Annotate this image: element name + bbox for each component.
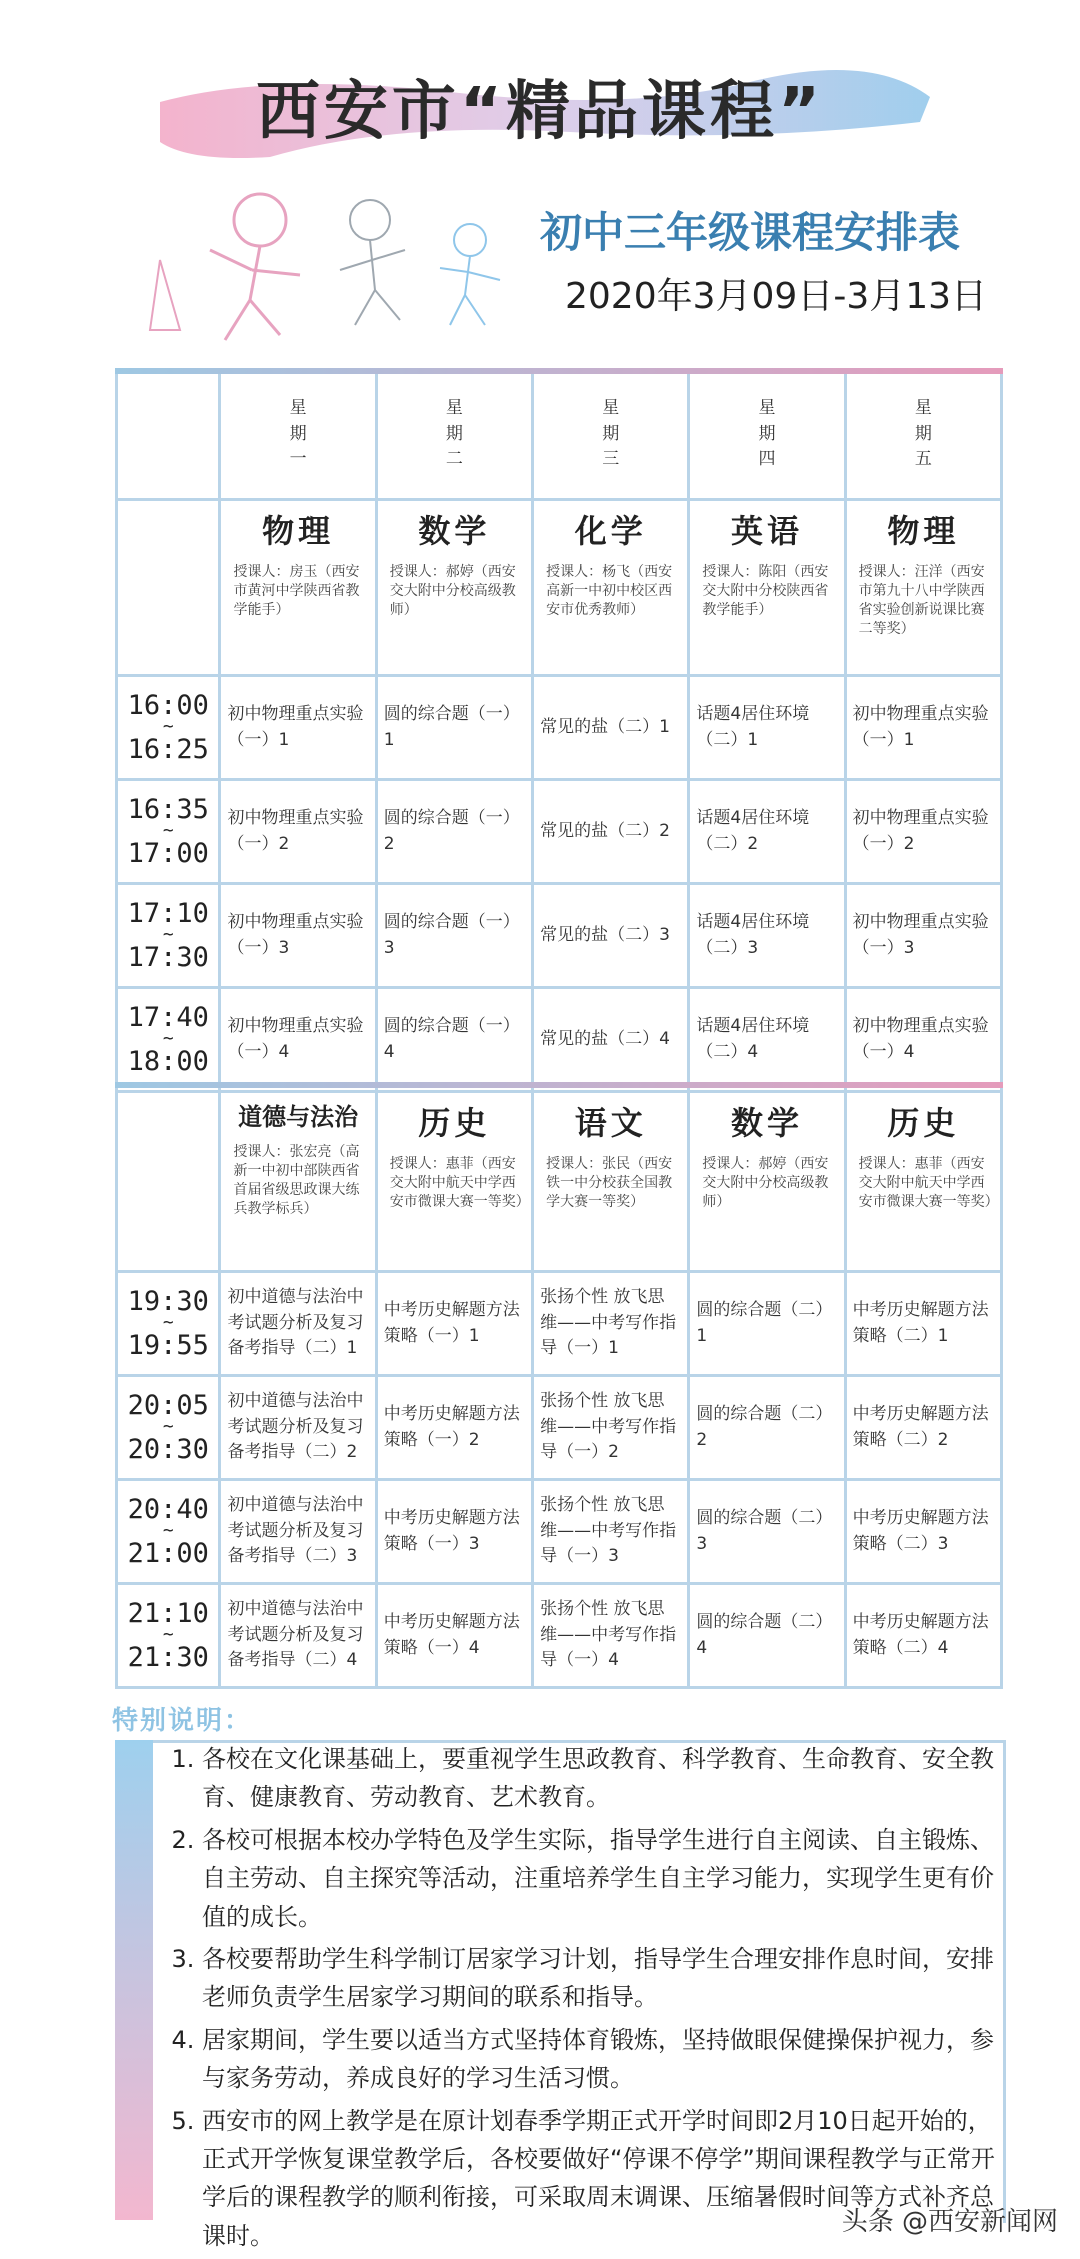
day-label: 星 期 二	[445, 398, 463, 470]
time-cell	[117, 676, 220, 780]
day-label: 星 期 四	[758, 398, 776, 470]
end-time: 16:25	[127, 733, 209, 765]
day-header	[689, 370, 845, 500]
time-cell	[117, 1272, 220, 1376]
subject-cell	[376, 500, 532, 676]
lesson-cell: 初中物理重点实验（一）3	[845, 884, 1001, 988]
lesson-cell: 圆的综合题（一）3	[376, 884, 532, 988]
subject-name: 英语	[731, 512, 804, 550]
table-top-border	[115, 368, 1003, 374]
teacher-info: 授课人：惠菲（西安交大附中航天中学西安市微课大赛一等奖）	[389, 1156, 530, 1210]
end-time: 20:30	[127, 1433, 209, 1465]
lesson-cell: 圆的综合题（二）3	[689, 1480, 845, 1584]
lesson-cell: 圆的综合题（一）2	[376, 780, 532, 884]
subject-row	[117, 500, 1002, 676]
note-item: 5. 西安市的网上教学是在原计划春季学期正式开学时间即2月10日起开始的，正式开学恢复课堂教学后，各校要做好“停课不停学”期间课程教学与正常开学后的课程教学的顺利衔接，可采取周末调课、压缩暑假时间等方式补齐总课时。	[202, 2102, 1000, 2256]
lesson-cell: 中考历史解题方法策略（二）1	[845, 1272, 1001, 1376]
lesson-cell: 张扬个性 放飞思维——中考写作指导（一）2	[533, 1376, 689, 1480]
subject-name: 道德与法治	[238, 1103, 359, 1131]
time-empty-cell	[117, 1092, 220, 1272]
time-cell	[117, 1584, 220, 1688]
subject-row	[117, 1092, 1002, 1272]
teacher-info: 授课人：杨飞（西安高新一中初中校区西安市优秀教师）	[546, 564, 673, 618]
lesson-cell: 中考历史解题方法策略（二）2	[845, 1376, 1001, 1480]
time-tilde: ~	[162, 716, 174, 738]
time-cell	[117, 988, 220, 1092]
day-label: 星 期 五	[914, 398, 932, 470]
lesson-cell: 张扬个性 放飞思维——中考写作指导（一）1	[533, 1272, 689, 1376]
subject-cell	[533, 500, 689, 676]
subject-cell	[220, 500, 376, 676]
start-time: 17:40	[127, 1001, 209, 1033]
end-time: 17:00	[127, 837, 209, 869]
time-tilde: ~	[162, 1520, 174, 1542]
note-item: 4. 居家期间，学生要以适当方式坚持体育锻炼，坚持做眼保健操保护视力，参与家务劳动，养成良好的学习生活习惯。	[202, 2021, 1000, 2098]
lesson-cell: 初中物理重点实验（一）2	[845, 780, 1001, 884]
source-watermark: 头条 @西安新闻网	[841, 2207, 1058, 2237]
notes-side-bar	[115, 1740, 153, 2220]
time-tilde: ~	[162, 1624, 174, 1646]
note-item: 1. 各校在文化课基础上，要重视学生思政教育、科学教育、生命教育、安全教育、健康教育、劳动教育、艺术教育。	[202, 1740, 1000, 1817]
start-time: 20:05	[127, 1389, 209, 1421]
end-time: 17:30	[127, 941, 209, 973]
lesson-cell: 中考历史解题方法策略（一）2	[376, 1376, 532, 1480]
lesson-cell: 初中道德与法治中考试题分析及复习备考指导（二）2	[220, 1376, 376, 1480]
time-slot-row	[117, 1584, 1002, 1688]
teacher-info: 授课人：房玉（西安市黄河中学陕西省教学能手）	[233, 564, 360, 618]
lesson-cell: 中考历史解题方法策略（一）3	[376, 1480, 532, 1584]
teacher-info: 授课人：郝婷（西安交大附中分校高级教师）	[702, 1156, 829, 1210]
date-range: 2020年3月09日-3月13日	[565, 276, 988, 317]
day-header	[845, 370, 1001, 500]
notes-section	[170, 1740, 1000, 2259]
lesson-cell: 话题4居住环境（二）4	[689, 988, 845, 1092]
time-cell	[117, 780, 220, 884]
time-tilde: ~	[162, 820, 174, 842]
time-slot-row	[117, 676, 1002, 780]
lesson-cell: 话题4居住环境（二）1	[689, 676, 845, 780]
notes-list	[170, 1740, 1000, 2255]
day-header	[376, 370, 532, 500]
schedule-table	[115, 368, 1003, 1689]
lesson-cell: 圆的综合题（二）2	[689, 1376, 845, 1480]
subject-name: 语文	[574, 1104, 647, 1142]
time-slot-row	[117, 1480, 1002, 1584]
notes-title: 特别说明：	[112, 1706, 253, 1736]
lesson-cell: 常见的盐（二）3	[533, 884, 689, 988]
lesson-cell: 初中物理重点实验（一）4	[220, 988, 376, 1092]
subject-cell	[845, 1092, 1001, 1272]
section-divider	[115, 1082, 1003, 1088]
subject-name: 数学	[418, 512, 491, 550]
start-time: 16:35	[127, 793, 209, 825]
lesson-cell: 初中物理重点实验（一）1	[220, 676, 376, 780]
subject-cell	[376, 1092, 532, 1272]
time-slot-row	[117, 988, 1002, 1092]
lesson-cell: 初中道德与法治中考试题分析及复习备考指导（二）4	[220, 1584, 376, 1688]
start-time: 16:00	[127, 689, 209, 721]
page-title: 西安市“精品课程”	[255, 75, 825, 149]
start-time: 20:40	[127, 1493, 209, 1525]
lesson-cell: 常见的盐（二）1	[533, 676, 689, 780]
schedule-table-wrapper	[115, 368, 1003, 1683]
day-label: 星 期 一	[289, 398, 307, 470]
end-time: 21:00	[127, 1537, 209, 1569]
lesson-cell: 张扬个性 放飞思维——中考写作指导（一）3	[533, 1480, 689, 1584]
lesson-cell: 圆的综合题（一）1	[376, 676, 532, 780]
start-time: 21:10	[127, 1597, 209, 1629]
time-cell	[117, 1376, 220, 1480]
children-drawing-icon	[140, 180, 560, 350]
teacher-info: 授课人：陈阳（西安交大附中分校陕西省教学能手）	[702, 564, 829, 618]
time-slot-row	[117, 1272, 1002, 1376]
day-label: 星 期 三	[602, 398, 620, 470]
subject-name: 历史	[418, 1104, 491, 1142]
subject-name: 物理	[887, 512, 960, 550]
teacher-info: 授课人：张民（西安铁一中分校获全国教学大赛一等奖）	[546, 1156, 673, 1210]
lesson-cell: 中考历史解题方法策略（二）4	[845, 1584, 1001, 1688]
time-empty-cell	[117, 500, 220, 676]
time-tilde: ~	[162, 1312, 174, 1334]
teacher-info: 授课人：汪洋（西安市第九十八中学陕西省实验创新说课比赛二等奖）	[858, 564, 985, 637]
lesson-cell: 圆的综合题（二）4	[689, 1584, 845, 1688]
subject-name: 物理	[262, 512, 335, 550]
time-slot-row	[117, 780, 1002, 884]
day-header	[533, 370, 689, 500]
note-item: 2. 各校可根据本校办学特色及学生实际，指导学生进行自主阅读、自主锻炼、自主劳动、自主探究等活动，注重培养学生自主学习能力，实现学生更有价值的成长。	[202, 1821, 1000, 1936]
subject-name: 数学	[731, 1104, 804, 1142]
time-cell	[117, 884, 220, 988]
lesson-cell: 初中道德与法治中考试题分析及复习备考指导（二）1	[220, 1272, 376, 1376]
lesson-cell: 中考历史解题方法策略（二）3	[845, 1480, 1001, 1584]
subject-cell	[689, 1092, 845, 1272]
time-slot-row	[117, 1376, 1002, 1480]
lesson-cell: 中考历史解题方法策略（一）4	[376, 1584, 532, 1688]
time-tilde: ~	[162, 1416, 174, 1438]
subject-cell	[220, 1092, 376, 1272]
time-cell	[117, 1480, 220, 1584]
lesson-cell: 中考历史解题方法策略（一）1	[376, 1272, 532, 1376]
lesson-cell: 圆的综合题（二）1	[689, 1272, 845, 1376]
day-header	[220, 370, 376, 500]
lesson-cell: 常见的盐（二）2	[533, 780, 689, 884]
teacher-info: 授课人：张宏亮（高新一中初中部陕西省首届省级思政课大练兵教学标兵）	[233, 1144, 360, 1217]
end-time: 19:55	[127, 1329, 209, 1361]
start-time: 17:10	[127, 897, 209, 929]
poster-header	[0, 0, 1080, 360]
schedule-subtitle: 初中三年级课程安排表	[540, 208, 961, 257]
lesson-cell: 话题4居住环境（二）3	[689, 884, 845, 988]
lesson-cell: 圆的综合题（一）4	[376, 988, 532, 1092]
subject-cell	[533, 1092, 689, 1272]
lesson-cell: 常见的盐（二）4	[533, 988, 689, 1092]
lesson-cell: 初中物理重点实验（一）4	[845, 988, 1001, 1092]
lesson-cell: 初中道德与法治中考试题分析及复习备考指导（二）3	[220, 1480, 376, 1584]
lesson-cell: 初中物理重点实验（一）3	[220, 884, 376, 988]
subject-name: 化学	[574, 512, 647, 550]
end-time: 18:00	[127, 1045, 209, 1077]
time-slot-row	[117, 884, 1002, 988]
end-time: 21:30	[127, 1641, 209, 1673]
corner-cell	[117, 370, 220, 500]
lesson-cell: 初中物理重点实验（一）1	[845, 676, 1001, 780]
time-tilde: ~	[162, 1028, 174, 1050]
time-tilde: ~	[162, 924, 174, 946]
lesson-cell: 初中物理重点实验（一）2	[220, 780, 376, 884]
lesson-cell: 张扬个性 放飞思维——中考写作指导（一）4	[533, 1584, 689, 1688]
start-time: 19:30	[127, 1285, 209, 1317]
note-item: 3. 各校要帮助学生科学制订居家学习计划，指导学生合理安排作息时间，安排老师负责学生居家学习期间的联系和指导。	[202, 1940, 1000, 2017]
teacher-info: 授课人：惠菲（西安交大附中航天中学西安市微课大赛一等奖）	[858, 1156, 999, 1210]
subject-name: 历史	[887, 1104, 960, 1142]
teacher-info: 授课人：郝婷（西安交大附中分校高级教师）	[389, 564, 516, 618]
subject-cell	[689, 500, 845, 676]
day-header-row	[117, 370, 1002, 500]
lesson-cell: 话题4居住环境（二）2	[689, 780, 845, 884]
subject-cell	[845, 500, 1001, 676]
